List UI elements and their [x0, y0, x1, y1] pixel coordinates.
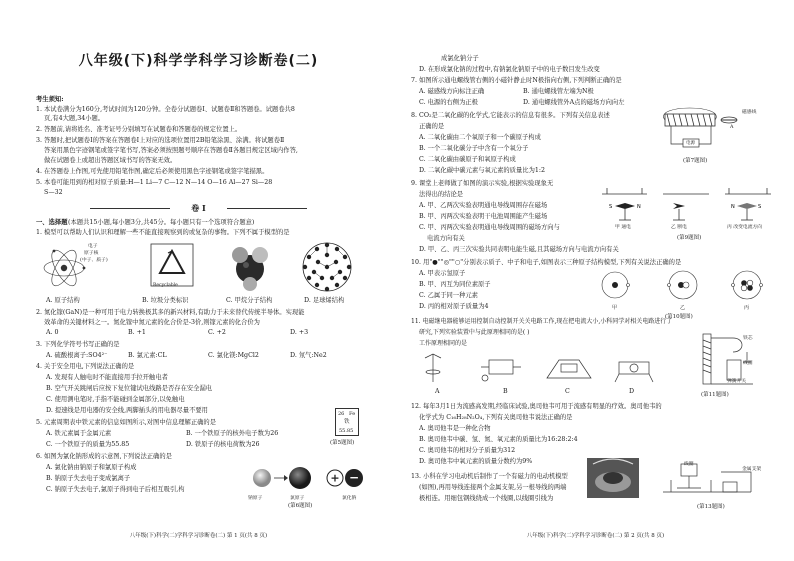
q10-option-b: B. 甲、丙互为同位素原子: [419, 281, 491, 288]
svg-text:S: S: [609, 204, 613, 210]
q9-option-c-cont: 电流方向有关: [427, 235, 465, 242]
q10-line-1: 10. 用"●""◎""○"分别表示质子、中子和电子,如图表示三种原子结构模型,下列有关说法正确的是: [411, 259, 682, 266]
q10-jia-label: 甲: [612, 305, 618, 311]
cell-name: 铁: [344, 419, 350, 425]
q13-line-2: (如图),再用导线连接两个金属支架,另一根导线的两端: [419, 484, 567, 491]
q3-option-d: D. 氖气:Ne2: [290, 352, 327, 359]
note-line-8: 5. 本卷可能用到的相对原子质量:H—1 Li—7 C—12 N—14 O—16 Al—27 Si—28: [36, 179, 273, 186]
right-footer: 八年级(下)科学(二)学科学习诊断卷(二) 第 2 页(共 8 页): [526, 533, 665, 539]
motor-diagram-figure: [651, 458, 771, 500]
q1-stem: 1. 模型可以帮助人们认识和理解一些不能直接观察到的或复杂的事物。下列不属于模型的是: [36, 229, 290, 236]
q8-line-2: 正确的是: [419, 123, 445, 130]
q5-option-a: A. 铁元素属于金属元素: [46, 430, 112, 437]
q12-option-a: A. 奥司他韦是一种化合物: [419, 425, 491, 432]
q4-option-d: D. 提速线是用电器的安全线,两脚插头的用电器尽量不要用: [46, 407, 208, 414]
methane-molecule-figure: [226, 242, 274, 292]
q5-option-c: C. 一个铁原子的质量为55.85: [46, 441, 130, 448]
section-juan-1: 卷 Ⅰ: [191, 203, 206, 213]
q9-option-b: B. 甲、丙两次实验表明干电池周围能产生磁场: [419, 213, 548, 220]
q11-core-label: 铁芯: [743, 336, 753, 341]
q13-line-3: 极相连。用细包钢线绕成一个线圈,以线圈引线为: [419, 495, 554, 502]
q6-option-b: B. 钠原子失去电子变成氯离子: [46, 475, 131, 482]
q7-caption: (第7题图): [683, 158, 708, 164]
cell-symbol: Fe: [349, 411, 356, 417]
q3-option-a: A. 硫酸根离子:SO4²⁻: [46, 352, 108, 359]
q11-line-1: 11. 电磁继电器能够运用控制自动控制开关关电路工作,现在把电流大小,小科同学对相关电路进行了: [411, 318, 673, 325]
q1-option-a: A. 原子结构: [46, 297, 80, 304]
note-line-7: 4. 在答题卷上作图,可先使用铅笔作图,确定后必须使用黑色字迹钢笔或签字笔描黑。: [36, 168, 269, 175]
q12-option-d: D. 奥司他韦中氧元素的质量分数约为9%: [419, 458, 533, 465]
q12-line-2: 化学式为 C₁₆H₂₈N₂O₄,下列有关奥司他韦说法正确的是: [419, 414, 573, 421]
exam-notes-heading: 考生须知:: [36, 96, 64, 103]
q6-na-label: 钠原子: [248, 496, 263, 501]
q11-line-3: 工作原理相同的是: [419, 340, 468, 347]
q7-option-d: D. 通电螺线管外A点的磁场方向向左: [523, 99, 625, 106]
note-line-6: 做在试题卷上或超出答题区域书写的答案无效。: [44, 157, 177, 164]
q1-option-d: D. 足球烯结构: [304, 297, 345, 304]
q8-line-1: 8. CO₂是二氧化碳的化学式,它能表示的信息有很多。下列有关信息表述: [411, 112, 610, 119]
q7-field-label: 磁感线: [742, 110, 757, 115]
note-line-5: 答案用黑色字迹钢笔或签字笔书写,答案必须按照题号顺序在答题卷Ⅱ各题目规定区域内作答,: [44, 147, 298, 154]
q8-option-c: C. 二氧化碳由碳原子和氧原子构成: [419, 156, 516, 163]
q4-option-b: B. 空气开关跳闸后应按下复位键试电线路是否存在安全漏电: [46, 385, 213, 392]
q6-option-d: D. 在形成氯化钠的过程中,有钠氯化钠原子中的电子数目发生改变: [419, 66, 600, 73]
q11-option-b: B: [503, 388, 508, 395]
q4-stem: 4. 关于安全用电,下列说法正确的是: [36, 363, 135, 370]
q5-option-d: D. 铁原子的核电荷数为26: [186, 441, 260, 448]
q7-power-label: 电源: [686, 141, 695, 146]
note-line-1: 1. 本试卷满分为160分,考试时间为120分钟。全卷分试题卷Ⅰ、试题卷Ⅱ和答题卷。试题卷共8: [36, 106, 295, 113]
divider-right: [227, 208, 307, 209]
q1-nucleus-label: 原子核: [84, 251, 99, 256]
q7-option-c: C. 电源的右侧为正极: [419, 99, 478, 106]
q7-a-label: A: [730, 125, 734, 130]
q6-stem: 6. 如图为氯化钠形成的示意图,下列说法正确的是: [36, 453, 172, 460]
q7-line-1: 7. 如图所示通电螺线管右侧的小磁针静止时N极指向右侧,下列判断正确的是: [411, 77, 622, 84]
q6-option-a: A. 氯化钠由钠原子和氯原子构成: [46, 464, 137, 471]
q8-option-d: D. 二氧化碳中碳元素与氧元素的质量比为1:2: [419, 167, 546, 174]
q9-bing-label: 丙 改变电流方向: [727, 225, 763, 230]
q11-coil-label: 线圈: [743, 361, 753, 366]
q11-option-d: D: [629, 388, 635, 395]
q10-option-c: C. 乙属于同一种元素: [419, 292, 478, 299]
q6-ion-label: 氯化钠: [342, 496, 357, 501]
q9-option-c: C. 甲、丙两次实验表明通电导线周围的磁场方向与: [419, 224, 560, 231]
q4-option-a: A. 发现有人触电时不能直接用手拉开触电者: [46, 374, 168, 381]
q11-option-a: A: [435, 388, 440, 395]
q9-caption: (第9题图): [677, 235, 702, 241]
cell-mass: 55.85: [339, 428, 354, 434]
q7-option-b: B. 通电螺线管左端为N极: [523, 88, 594, 95]
q2-line-2: 效革命的关键材料之一。氮化镓中氮元素的化合价是-3价,则镓元素的化合价为: [44, 319, 260, 326]
q10-bing-label: 丙: [744, 305, 750, 311]
q11-options-figure: [419, 350, 659, 388]
q6-option-c: C. 钠原子失去电子,氯原子得到电子后相互吸引,构: [46, 486, 185, 493]
svg-text:+: +: [330, 471, 340, 485]
q9-option-a: A. 甲、乙两次实验表明通电导线周围存在磁场: [419, 202, 548, 209]
svg-text:N: N: [731, 204, 735, 210]
q4-option-c: C. 使用测电笔时,手指不能碰到金属部分,以免触电: [46, 396, 185, 403]
q7-option-a: A. 磁感线方向标注正确: [419, 88, 485, 95]
q2-line-1: 2. 氮化镓(GaN)是一种可用于电力转换极其多的新兴材料,有助力于未来替代传统半导体。实现能: [36, 309, 305, 316]
q11-line-2: 研究,下列实验装置中与此原理相同的是( ): [419, 329, 530, 336]
note-line-9: S—32: [44, 189, 63, 196]
q11-spring-label: 弹簧开关: [727, 379, 747, 384]
recycle-icon: [150, 243, 194, 287]
q10-option-a: A. 甲表示氢原子: [419, 270, 466, 277]
q1-option-b: B. 垃圾分类标识: [142, 297, 189, 304]
recycle-label: Recyclable: [153, 283, 178, 288]
q9-line-1: 9. 课堂上老师做了如图的演示实验,根据实验现象无: [411, 180, 554, 187]
q8-option-b: B. 一个二氧化碳分子中含有一个氧分子: [419, 145, 529, 152]
page-title: 八年级(下)科学学科学习诊断卷(二): [78, 53, 319, 69]
left-footer: 八年级(下)科学(二)学科学习诊断卷(二) 第 1 页(共 8 页): [129, 533, 268, 539]
q12-option-c: C. 奥司他韦的相对分子质量为312: [419, 447, 516, 454]
right-page: [397, 0, 794, 561]
q3-option-c: C. 氯化镁:MgCl2: [208, 352, 259, 359]
q2-option-a: A. 0: [46, 329, 59, 336]
q12-option-b: B. 奥司他韦中碳、氢、氮、氧元素的质量比为16:28:2:4: [419, 436, 578, 443]
note-line-3: 2. 答题前,请将姓名、准考证号分别填写在试题卷和答题卷的规定位置上。: [36, 126, 242, 133]
cell-atomic-number: 26: [338, 411, 345, 417]
q3-option-b: B. 氯元素:CL: [128, 352, 167, 359]
q12-line-1: 12. 每年3月1日为流感高发期,经临床试验,奥司他韦可用于流感有明显的疗效。奥司他韦的: [411, 403, 662, 410]
q10-option-d: D. 丙的相对原子质量为4: [419, 303, 489, 310]
q11-caption: (第11题图): [701, 392, 729, 398]
motor-photo: [587, 458, 639, 498]
q9-line-2: 法得出的结论是: [419, 191, 464, 198]
electromagnetic-relay-figure: [693, 330, 773, 396]
note-line-4: 3. 答题时,把试题卷Ⅰ的答案在答题卷Ⅰ上对应的选项位置用2B铅笔涂黑、涂满。将试题卷Ⅱ: [36, 137, 285, 144]
svg-text:N: N: [637, 204, 641, 210]
q6-continued: 成氯化钠分子: [441, 55, 479, 62]
periodic-cell-iron: [335, 408, 359, 436]
q1-option-c: C. 甲烷分子结构: [226, 297, 273, 304]
q9-yi-label: 乙 断电: [671, 225, 687, 230]
q5-caption: (第5题图): [330, 440, 355, 446]
q13-frame-label: 金属支架: [742, 467, 762, 472]
q5-stem: 5. 元素周期表中铁元素的信息如图所示,对图中信息理解正确的是: [36, 419, 217, 426]
q6-cl-label: 氯原子: [290, 496, 305, 501]
q10-yi-label: 乙: [680, 305, 686, 311]
q10-caption: (第10题图): [665, 314, 693, 320]
q2-option-b: B. +1: [128, 329, 146, 336]
q13-caption: (第13题图): [697, 504, 725, 510]
svg-text:S: S: [758, 204, 762, 210]
atomic-models-figure: [595, 268, 775, 304]
note-line-2: 页,有4大题,34小题。: [44, 115, 105, 122]
q9-jia-label: 甲 通电: [615, 225, 631, 230]
q11-option-c: C: [565, 388, 570, 395]
divider-left: [90, 208, 170, 209]
q9-option-d: D. 甲、乙、丙三次实验共同表明电能生磁,且其磁场方向与电流方向有关: [419, 246, 619, 253]
football-fullerene-figure: [300, 240, 354, 294]
q2-option-c: C. +2: [208, 329, 226, 336]
q5-option-b: B. 一个铁原子的核外电子数为26: [186, 430, 279, 437]
q13-line-1: 13. 小科在学习电动机后制作了一个有磁力的电动机模型: [411, 473, 568, 480]
q2-option-d: D. +3: [290, 329, 309, 336]
q1-nucleus-label-2: (中子、质子): [80, 258, 108, 263]
q1-electron-label: 电子: [88, 244, 98, 249]
solenoid-figure: [647, 104, 757, 156]
q13-coil-label: 线圈: [684, 462, 694, 467]
q3-stem: 3. 下列化学符号书写正确的是: [36, 341, 120, 348]
section1-desc: (本题共15小题,每小题3分,共45分。每小题只有一个选项符合题意): [68, 219, 255, 226]
q6-caption: (第6题图): [288, 503, 313, 509]
q8-option-a: A. 二氧化碳由二个氧原子和一个碳原子构成: [419, 134, 541, 141]
svg-text:−: −: [348, 470, 360, 485]
section1-heading: 一、选择题: [36, 219, 68, 226]
sodium-chloride-formation-figure: [250, 460, 370, 496]
